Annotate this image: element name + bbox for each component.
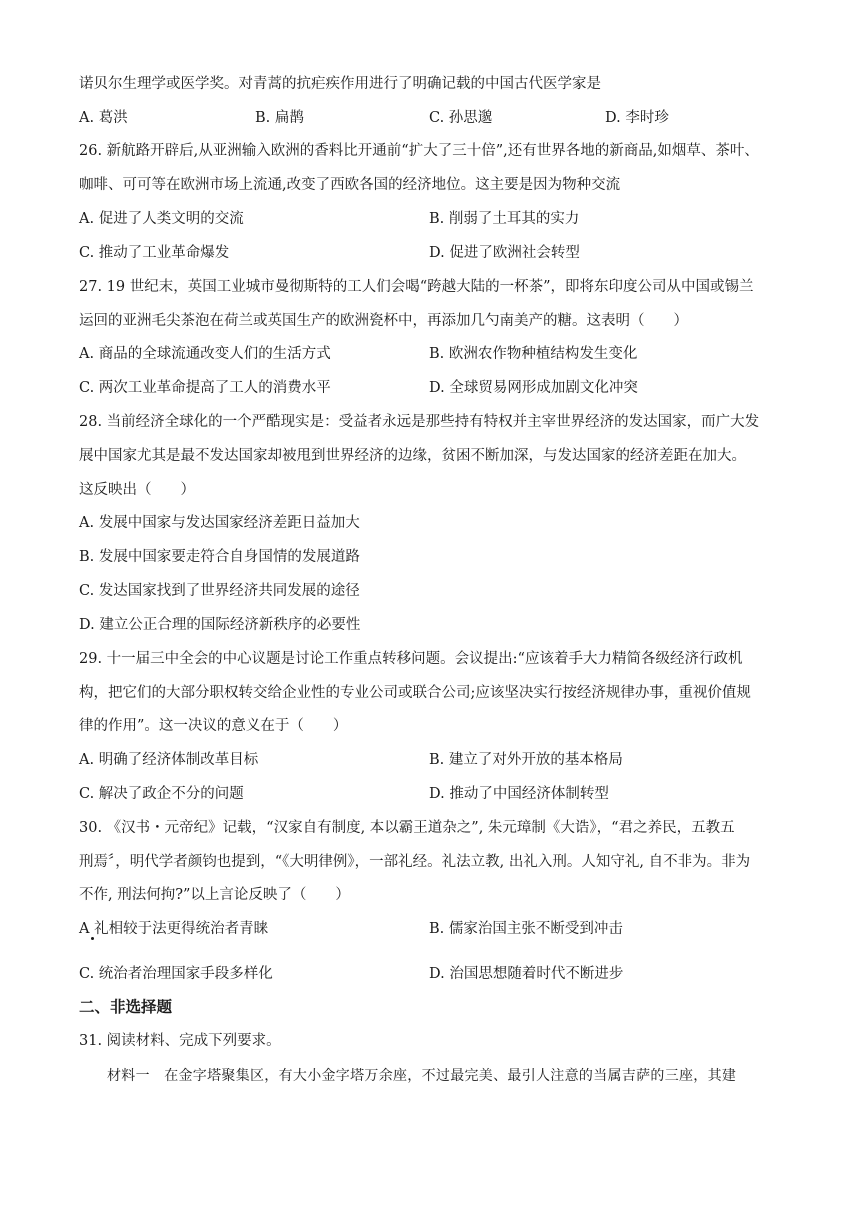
q30-option-c[interactable]: C. 统治者治理国家手段多样化	[79, 966, 273, 982]
q26-option-a[interactable]: A. 促进了人类文明的交流	[79, 211, 244, 227]
q27-stem-line2: 运回的亚洲毛尖茶泡在荷兰或英国生产的欧洲瓷杯中，再添加几勺南美产的糖。这表明（ ）	[79, 313, 688, 329]
q25-option-b[interactable]: B. 扁鹊	[255, 110, 304, 126]
q30-option-d[interactable]: D. 治国思想随着时代不断进步	[429, 966, 624, 982]
q25-option-d[interactable]: D. 李时珍	[605, 110, 669, 126]
q26-option-d[interactable]: D. 促进了欧洲社会转型	[429, 245, 580, 261]
q28-option-c[interactable]: C. 发达国家找到了世界经济共同发展的途径	[79, 583, 360, 599]
q26-stem-line1: 26. 新航路开辟后,从亚洲输入欧洲的香料比开通前“扩大了三十倍”,还有世界各地的新商品,如烟草、茶叶、	[79, 143, 759, 159]
q27-stem-line1: 27. 19 世纪末，英国工业城市曼彻斯特的工人们会喝“跨越大陆的一杯茶”，即将东印度公司从中国或锡兰	[79, 279, 754, 295]
q26-option-c[interactable]: C. 推动了工业革命爆发	[79, 245, 230, 261]
q25-option-c[interactable]: C. 孙思邈	[429, 110, 493, 126]
q27-option-c[interactable]: C. 两次工业革命提高了工人的消费水平	[79, 380, 331, 396]
q30-stem-line1: 30. 《汉书・元帝纪》记载，“汉家自有制度, 本以霸王道杂之”, 朱元璋制《大诰》，“君之养民，五教五	[79, 820, 735, 836]
q30-option-a[interactable]: A 礼相较于法更得统治者青睐	[79, 921, 269, 937]
q25-stem: 诺贝尔生理学或医学奖。对青蒿的抗疟疾作用进行了明确记载的中国古代医学家是	[79, 76, 601, 92]
q28-option-b[interactable]: B. 发展中国家要走符合自身国情的发展道路	[79, 549, 360, 565]
q28-stem-line3: 这反映出（ ）	[79, 482, 195, 498]
q29-option-b[interactable]: B. 建立了对外开放的基本格局	[429, 752, 623, 768]
q27-option-a[interactable]: A. 商品的全球流通改变人们的生活方式	[79, 346, 331, 362]
q30-stem-line2: 刑焉〞，明代学者颜钧也提到，“《大明律例》，一部礼经。礼法立教, 出礼入刑。人知守礼, 自不非为。非为	[79, 854, 751, 870]
section-title: 二、非选择题	[79, 998, 173, 1016]
q28-stem-line2: 展中国家尤其是最不发达国家却被甩到世界经济的边缘，贫困不断加深，与发达国家的经济差距在加大。	[79, 448, 746, 464]
q29-option-c[interactable]: C. 解决了政企不分的问题	[79, 786, 244, 802]
q31-material-1: 材料一 在金字塔聚集区，有大小金字塔万余座，不过最完美、最引人注意的当属吉萨的三座，其建	[107, 1068, 737, 1084]
q28-option-a[interactable]: A. 发展中国家与发达国家经济差距日益加大	[79, 515, 360, 531]
q25-option-a[interactable]: A. 葛洪	[79, 110, 128, 126]
q31-stem: 31. 阅读材料、完成下列要求。	[79, 1033, 281, 1049]
q27-option-b[interactable]: B. 欧洲农作物种植结构发生变化	[429, 346, 638, 362]
q26-stem-line2: 咖啡、可可等在欧洲市场上流通,改变了西欧各国的经济地位。这主要是因为物种交流	[79, 177, 621, 193]
q27-option-d[interactable]: D. 全球贸易网形成加剧文化冲突	[429, 380, 638, 396]
q29-stem-line2: 构，把它们的大部分职权转交给企业性的专业公司或联合公司;应该坚决实行按经济规律办事，重视价值规	[79, 685, 751, 701]
q28-stem-line1: 28. 当前经济全球化的一个严酷现实是：受益者永远是那些持有特权并主宰世界经济的发达国家，而广大发	[79, 414, 760, 430]
q30-option-a-dot	[91, 937, 94, 940]
q30-stem-line3: 不作, 刑法何拘?”以上言论反映了（ ）	[79, 887, 350, 903]
q29-option-d[interactable]: D. 推动了中国经济体制转型	[429, 786, 609, 802]
q30-option-b[interactable]: B. 儒家治国主张不断受到冲击	[429, 921, 623, 937]
q29-option-a[interactable]: A. 明确了经济体制改革目标	[79, 752, 259, 768]
q29-stem-line1: 29. 十一届三中全会的中心议题是讨论工作重点转移问题。会议提出:“应该着手大力精简各级经济行政机	[79, 651, 743, 667]
q29-stem-line3: 律的作用”。这一决议的意义在于（ ）	[79, 718, 348, 734]
q26-option-b[interactable]: B. 削弱了土耳其的实力	[429, 211, 580, 227]
q28-option-d[interactable]: D. 建立公正合理的国际经济新秩序的必要性	[79, 617, 361, 633]
